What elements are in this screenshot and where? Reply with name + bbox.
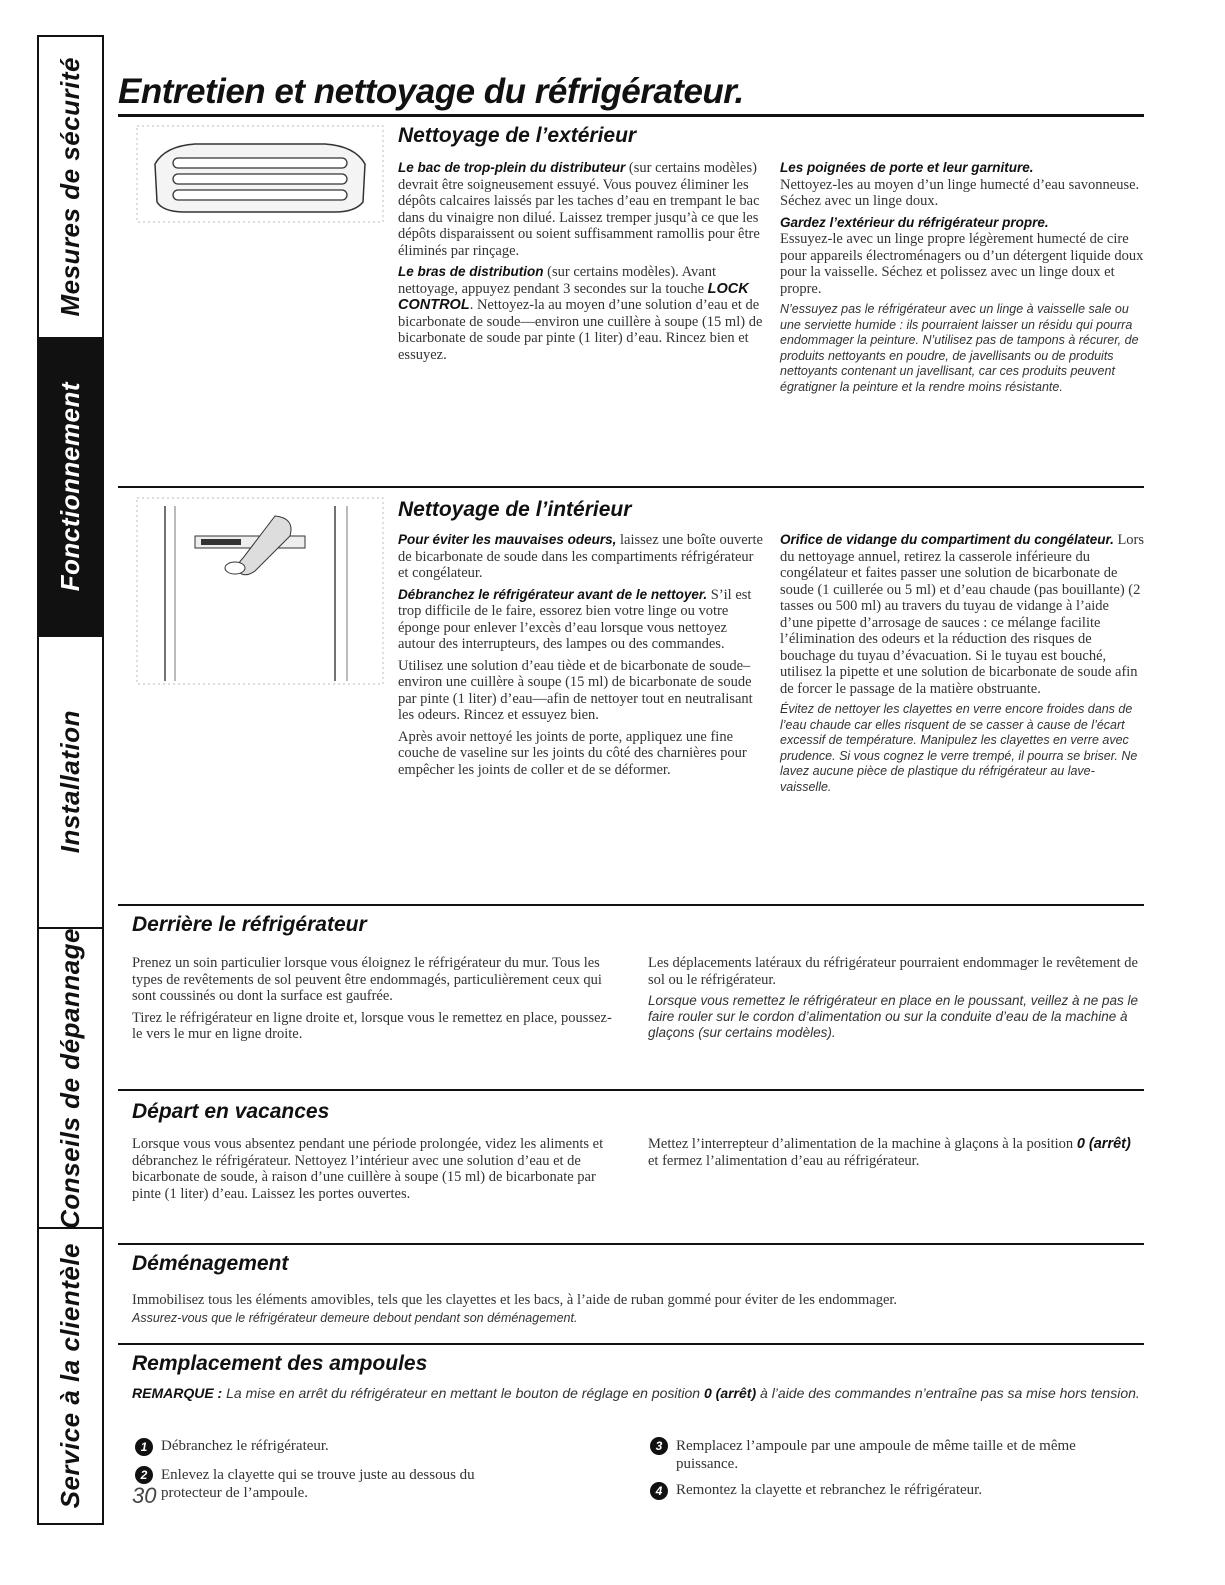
lead-text: Orifice de vidange du compartiment du congélateur. bbox=[780, 532, 1114, 547]
body-text: laissez une boîte ouverte de bicarbonate de soude dans les compartiments réfrigérateur et congélateur. bbox=[398, 532, 763, 581]
bulbs-heading: Remplacement des ampoules bbox=[132, 1352, 428, 1375]
interior-heading: Nettoyage de l’intérieur bbox=[398, 498, 632, 521]
body-text: Les déplacements latéraux du réfrigérateur pourraient endommager le revêtement de sol ou le réfrigérateur. bbox=[648, 955, 1138, 988]
section-rule bbox=[118, 1343, 1144, 1345]
body-text: Immobilisez tous les éléments amovibles, tels que les clayettes et les bacs, à l’aide de ruban gommé pour éviter de les endommager. bbox=[132, 1292, 898, 1308]
behind-heading: Derrière le réfrigérateur bbox=[132, 913, 367, 936]
section-rule bbox=[118, 486, 1144, 488]
body-text: Utilisez une solution d’eau tiède et de bicarbonate de soude–environ une cuillère à soupe (15 ml) de bicarbonate de soude par pinte (1 liter) d’eau—afin de nettoyer tout en neutralisant les odeurs. Rincez et essuyez bien. bbox=[398, 657, 753, 723]
behind-right-column bbox=[648, 955, 1143, 1046]
caution-note: Assurez-vous que le réfrigérateur demeure debout pendant son déménagement. bbox=[132, 1310, 578, 1325]
body-text: (sur certains modèles) devrait être soigneusement essuyé. Vous pouvez éliminer les dépôts calcaires laissés par les taches d’eau en trempant le bac dans du vinaigre non dilué. Laissez tremper jusqu’à ce que les dépôts disparaissent ou soient suffisamment ramollis pour être éliminés par rinçage. bbox=[398, 160, 760, 259]
list-item bbox=[650, 1481, 1145, 1500]
caution-note: N’essuyez pas le réfrigérateur avec un linge à vaisselle sale ou une serviette humide : ils pourraient laisser un résidu qui pourra endommager la peinture. N’utilisez pas de tampons à récurer, de produits nettoyants en poudre, de javellisants ou de produits nettoyants contenant un javellisant, car ces produits peuvent égratigner la peinture et la rendre moins résistante. bbox=[780, 302, 1139, 394]
page-title: Entretien et nettoyage du réfrigérateur. bbox=[118, 72, 744, 111]
step-number: 3 bbox=[650, 1437, 668, 1455]
lead-text: Le bac de trop-plein du distributeur bbox=[398, 160, 626, 175]
off-position-label: 0 (arrêt) bbox=[703, 1385, 757, 1401]
page-number: 30 bbox=[132, 1483, 157, 1508]
vacation-heading: Départ en vacances bbox=[132, 1100, 330, 1123]
sidebar-tab-operation[interactable] bbox=[39, 337, 102, 637]
interior-right-column bbox=[780, 532, 1145, 800]
step-text: Remontez la clayette et rebranchez le réfrigérateur. bbox=[676, 1482, 983, 1498]
remark-label: REMARQUE : bbox=[132, 1385, 223, 1401]
section-sidebar bbox=[37, 35, 104, 1525]
body-text: Lorsque vous vous absentez pendant une période prolongée, videz les aliments et débranchez le réfrigérateur. Nettoyez l’intérieur avec une solution d’eau et de bicarbonate de soude, à raison d’une cuillère à soupe (15 ml) de bicarbonate par pinte (1 liter) d’eau. Laissez les portes ouvertes. bbox=[132, 1136, 604, 1202]
body-text: S’il est trop difficile de le faire, essorez bien votre linge ou votre éponge pour enlever l’excès d’eau lorsque vous nettoyez autour des interrupteurs, des lampes ou des commandes. bbox=[398, 586, 752, 652]
step-text: Remplacez l’ampoule par une ampoule de même taille et de même puissance. bbox=[676, 1438, 1076, 1472]
step-number: 1 bbox=[135, 1438, 153, 1456]
sidebar-tab-label: Conseils de dépannage bbox=[55, 927, 85, 1229]
exterior-left-column bbox=[398, 160, 778, 368]
lock-control-key-label: LOCK CONTROL bbox=[398, 280, 749, 313]
overflow-tray-illustration bbox=[135, 124, 385, 224]
moving-heading: Déménagement bbox=[132, 1252, 289, 1275]
lead-text: Pour éviter les mauvaises odeurs, bbox=[398, 532, 617, 547]
body-text: . Nettoyez-la au moyen d’une solution d’eau et de bicarbonate de soude—environ une cuillère à soupe (15 ml) de bicarbonate de soude par pinte (1 liter) d’eau. Rincez bien et essuyez. bbox=[398, 297, 763, 363]
list-item bbox=[135, 1466, 605, 1502]
vacation-left-column bbox=[132, 1136, 622, 1207]
caution-note: Lorsque vous remettez le réfrigérateur en place en le poussant, veillez à ne pas le faire rouler sur le cordon d’alimentation ou sur la conduite d’eau de la machine à glaçons (sur certains modèles). bbox=[648, 993, 1139, 1040]
list-item bbox=[650, 1437, 1145, 1473]
vacation-right-column bbox=[648, 1136, 1143, 1174]
sidebar-tab-safety[interactable] bbox=[39, 37, 102, 337]
interior-cleaning-illustration bbox=[135, 496, 385, 686]
step-number: 2 bbox=[135, 1466, 153, 1484]
interior-left-column bbox=[398, 532, 763, 783]
list-item bbox=[135, 1437, 605, 1456]
body-text: Lors du nettoyage annuel, retirez la casserole inférieure du congélateur et faites passer une solution de bicarbonate de soude (1 cuillerée ou 5 ml) et d’eau chaude (pas bouillante) (2 tasses ou 500 ml) au travers du tuyau de vidange à l’aide d’une pipette d’arrosage de sauces : ce mélange facilite l’élimination des odeurs et la réduction des risques de bouchage du tuyau d’évacuation. Si le tuyau est bouché, utilisez la pipette et une solution de bicarbonate de soude afin de forcer le passage de la matière obstruante. bbox=[780, 532, 1145, 697]
step-text: Enlevez la clayette qui se trouve juste au dessous du protecteur de l’ampoule. bbox=[161, 1466, 475, 1501]
body-text: Après avoir nettoyé les joints de porte, appliquez une fine couche de vaseline sur les joints du côté des charnières pour empêcher les joints de coller et de se déformer. bbox=[398, 728, 747, 778]
lead-text: Débranchez le réfrigérateur avant de le nettoyer. bbox=[398, 586, 708, 602]
moving-column bbox=[132, 1292, 1147, 1331]
body-text: Nettoyez-les au moyen d’un linge humecté d’eau savonneuse. Séchez avec un linge doux. bbox=[780, 176, 1140, 209]
body-text: Essuyez-le avec un linge propre légèrement humecté de cire pour appareils électroménagers ou d’un détergent liquide doux pour la vaisselle. Séchez et polissez avec un linge doux et propre. bbox=[780, 231, 1144, 297]
body-text: Prenez un soin particulier lorsque vous éloignez le réfrigérateur du mur. Tous les types de revêtements de sol peuvent être endommagés, particulièrement ceux qui sont coussinés ou dont la surface est gaufrée. bbox=[132, 955, 602, 1004]
section-rule bbox=[118, 1243, 1144, 1245]
remark-text: La mise en arrêt du réfrigérateur en mettant le bouton de réglage en position bbox=[222, 1385, 704, 1401]
section-rule bbox=[118, 1089, 1144, 1091]
exterior-right-column bbox=[780, 160, 1145, 400]
step-number: 4 bbox=[650, 1482, 668, 1500]
bulbs-steps-left bbox=[135, 1437, 605, 1502]
sidebar-tab-troubleshooting[interactable] bbox=[39, 929, 102, 1227]
sidebar-tab-label: Mesures de sécurité bbox=[55, 57, 85, 317]
remark-text: à l’aide des commandes n’entraîne pas sa mise hors tension. bbox=[756, 1385, 1140, 1401]
lead-text: Le bras de distribution bbox=[398, 264, 544, 279]
body-text: Mettez l’interrepteur d’alimentation de la machine à glaçons à la position bbox=[648, 1136, 1077, 1152]
caution-note: Évitez de nettoyer les clayettes en verre encore froides dans de l’eau chaude car elles risquent de se casser à cause de l’écart excessif de température. Manipulez les clayettes en verre avec prudence. Si vous cognez le verre trempé, il pourra se briser. Ne lavez aucune pièce de plastique du réfrigérateur au lave-vaisselle. bbox=[780, 702, 1138, 794]
bulbs-remark bbox=[132, 1385, 1147, 1407]
sidebar-tab-installation[interactable] bbox=[39, 637, 102, 927]
sidebar-tab-label: Installation bbox=[55, 710, 85, 854]
exterior-heading: Nettoyage de l’extérieur bbox=[398, 124, 637, 147]
sidebar-tab-customer-service[interactable] bbox=[39, 1229, 102, 1523]
sidebar-tab-label: Service à la clientèle bbox=[55, 1243, 85, 1509]
lead-text: Gardez l’extérieur du réfrigérateur propre. bbox=[780, 214, 1049, 230]
behind-left-column bbox=[132, 955, 622, 1048]
off-position-label: 0 (arrêt) bbox=[1076, 1136, 1131, 1152]
sidebar-tab-label: Fonctionnement bbox=[55, 382, 85, 592]
section-rule bbox=[118, 904, 1144, 906]
bulbs-steps-right bbox=[650, 1437, 1145, 1505]
step-text: Débranchez le réfrigérateur. bbox=[161, 1438, 329, 1454]
body-text: Tirez le réfrigérateur en ligne droite et, lorsque vous le remettez en place, poussez-le vers le mur en ligne droite. bbox=[132, 1009, 612, 1042]
title-rule bbox=[118, 114, 1144, 117]
body-text: et fermez l’alimentation d’eau au réfrigérateur. bbox=[648, 1152, 920, 1169]
lead-text: Les poignées de porte et leur garniture. bbox=[780, 160, 1034, 175]
body-text: (sur certains modèles). Avant nettoyage, appuyez pendant 3 secondes sur la touche bbox=[398, 264, 716, 297]
